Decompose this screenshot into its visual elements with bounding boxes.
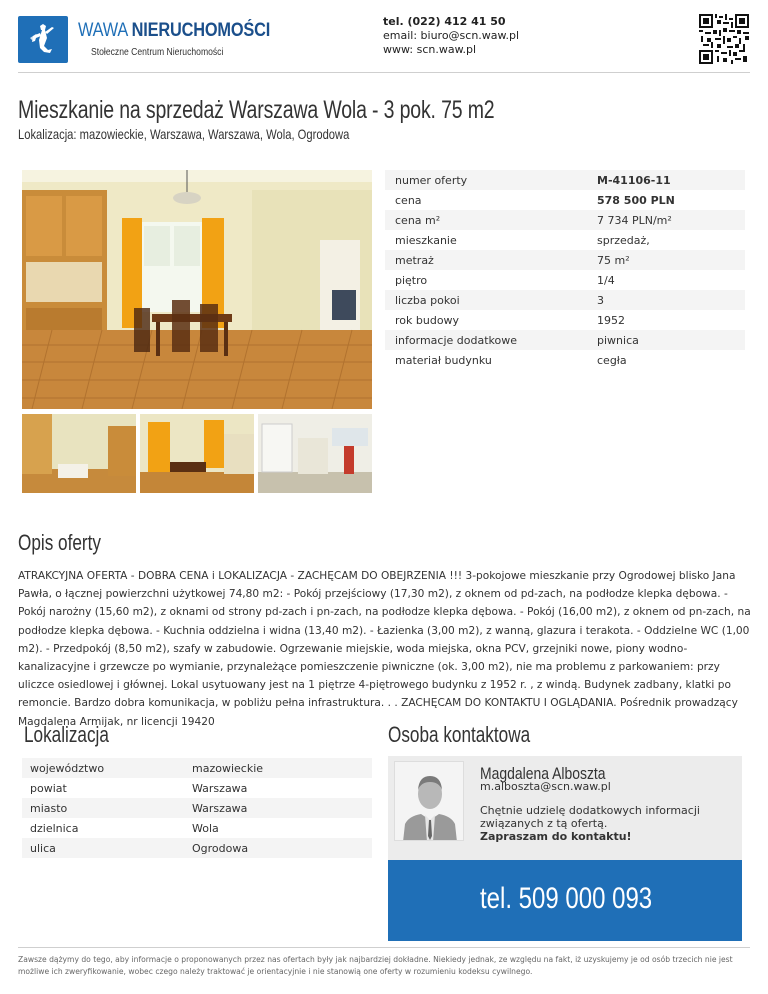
contact-card xyxy=(388,756,742,860)
localization-row xyxy=(22,818,372,838)
agent-name: Magdalena Alboszta xyxy=(480,764,606,783)
agent-phone[interactable]: tel. 509 000 093 xyxy=(480,882,653,915)
localization-value: mazowieckie xyxy=(192,758,372,778)
localization-value: Warszawa xyxy=(192,781,248,795)
footer-divider xyxy=(18,947,750,948)
company-contact xyxy=(383,15,519,57)
footer-disclaimer: Zawsze dążymy do tego, aby informacje o proponowanych przez nas ofertach były jak najbardziej dokładne. Niekiedy jednak, ze względu na fakt, iż uzyskujemy je od osób trzecich nie jest możliwe ich zweryfikowanie, wobec czego należy traktować je orientacyjnie i nie stanowią one oferty w rozumieniu kodeksu cywilnego. xyxy=(18,955,733,976)
localization-label: miasto xyxy=(22,798,192,818)
offer-row xyxy=(385,310,745,330)
localization-row xyxy=(22,778,372,798)
agent-message: Chętnie udzielę dodatkowych informacji związanych z tą ofertą. xyxy=(480,804,700,830)
localization-row xyxy=(22,798,372,818)
offer-value: 75 m² xyxy=(597,250,745,270)
description-text: ATRAKCYJNA OFERTA - DOBRA CENA i LOKALIZACJA - ZACHĘCAM DO OBEJRZENIA !!! 3-pokojowe mieszkanie przy Ogrodowej blisko Jana Pawła, o łącznej powierzchni użytkowej 74,80 m2: - Pokój przejściowy (17,30 m2), z oknem od pd-zach, na podłodze klepka dębowa. - Pokój narożny (15,60 m2), z oknami od strony pd-zach i pn-zach, na podłodze klepka dębowa. - Pokój (16,00 m2), z oknem od pn-zach, na podłodze klepka dębowa. - Kuchnia oddzielna i widna (13,40 m2). - Łazienka (3,00 m2), z wanną, glazura i terakota. - Oddzielne WC (1,00 m2). - Przedpokój (8,50 m2), szafy w zabudowie. Ogrzewanie miejskie, woda miejska, okna PCV, grzejniki nowe, piony wodno-kanalizacyjne i grzewcze po wymianie, przynależące pomieszczenie piwniczne (ok. 3,00 m2), nie ma problemu z parkowaniem: przy uliczce osiedlowej i głównej. Lokal usytuowany jest na 1 piętrze 4-piętrowego budynku z 1952 r. , z windą. Budynek zadbany, klatki po remoncie. Bardzo dobra komunikacja, w pobliżu pełna infrastruktura. . . ZACHĘCAM DO KONTAKTU I OGLĄDANIA. Pośrednik prowadzący Magdalena Armijak, nr licencji 19420 xyxy=(18,570,751,728)
description-heading: Opis oferty xyxy=(18,530,101,555)
offer-value: 3 xyxy=(597,290,745,310)
header-divider xyxy=(18,72,750,73)
agent-message-bold: Zapraszam do kontaktu! xyxy=(480,830,632,843)
page-title: Mieszkanie na sprzedaż Warszawa Wola - 3 pok. 75 m2 xyxy=(18,96,495,124)
mermaid-logo-icon xyxy=(18,16,68,63)
person-silhouette-icon xyxy=(395,762,464,841)
localization-table xyxy=(22,758,372,858)
company-www[interactable]: www: scn.waw.pl xyxy=(383,43,477,56)
offer-row xyxy=(385,170,745,190)
offer-label: cena xyxy=(395,193,422,207)
company-logo xyxy=(18,16,68,63)
offer-row xyxy=(385,330,745,350)
contact-heading: Osoba kontaktowa xyxy=(388,722,531,747)
offer-row xyxy=(385,210,745,230)
location-line: Lokalizacja: mazowieckie, Warszawa, Warszawa, Wola, Ogrodowa xyxy=(18,126,350,142)
offer-value: 578 500 PLN xyxy=(597,193,675,207)
offer-row xyxy=(385,230,745,250)
offer-label: mieszkanie xyxy=(395,233,457,247)
offer-value: 7 734 PLN/m² xyxy=(597,210,745,230)
offer-label: rok budowy xyxy=(395,313,460,327)
brand-subtitle: Stołeczne Centrum Nieruchomości xyxy=(91,47,224,58)
offer-details-table xyxy=(385,170,745,370)
offer-label: informacje dodatkowe xyxy=(385,330,597,350)
brand-name: WAWA NIERUCHOMOŚCI xyxy=(78,20,271,41)
company-phone[interactable]: tel. (022) 412 41 50 xyxy=(383,15,506,28)
localization-heading: Lokalizacja xyxy=(24,722,109,747)
localization-value: Warszawa xyxy=(192,798,372,818)
offer-label: metraż xyxy=(385,250,597,270)
agent-phone-box[interactable] xyxy=(388,860,742,941)
offer-value: sprzedaż, xyxy=(597,233,650,247)
localization-label: ulica xyxy=(22,838,192,858)
agent-email[interactable]: m.alboszta@scn.waw.pl xyxy=(480,780,611,793)
offer-row xyxy=(385,270,745,290)
offer-row xyxy=(385,290,745,310)
offer-value: piwnica xyxy=(597,330,745,350)
localization-row xyxy=(22,758,372,778)
localization-label: powiat xyxy=(30,781,67,795)
offer-value: cegła xyxy=(597,353,627,367)
offer-label: liczba pokoi xyxy=(385,290,597,310)
offer-label: numer oferty xyxy=(385,170,597,190)
offer-label: piętro xyxy=(395,273,428,287)
offer-value: 1952 xyxy=(597,313,625,327)
offer-row xyxy=(385,250,745,270)
localization-value: Ogrodowa xyxy=(192,838,372,858)
offer-value: M-41106-11 xyxy=(597,170,745,190)
thumbnail-photo[interactable] xyxy=(22,414,136,493)
avatar xyxy=(394,761,464,841)
thumbnail-photo[interactable] xyxy=(140,414,254,493)
localization-label: województwo xyxy=(22,758,192,778)
offer-value: 1/4 xyxy=(597,273,615,287)
offer-row xyxy=(385,190,745,210)
offer-row xyxy=(385,350,745,370)
company-email[interactable]: email: biuro@scn.waw.pl xyxy=(383,29,520,42)
localization-row xyxy=(22,838,372,858)
localization-label: dzielnica xyxy=(30,821,79,835)
thumbnail-photo[interactable] xyxy=(258,414,372,493)
localization-value: Wola xyxy=(192,821,219,835)
offer-label: cena m² xyxy=(385,210,597,230)
main-photo[interactable] xyxy=(22,170,372,409)
offer-label: materiał budynku xyxy=(395,353,492,367)
qr-code-icon xyxy=(699,14,749,64)
